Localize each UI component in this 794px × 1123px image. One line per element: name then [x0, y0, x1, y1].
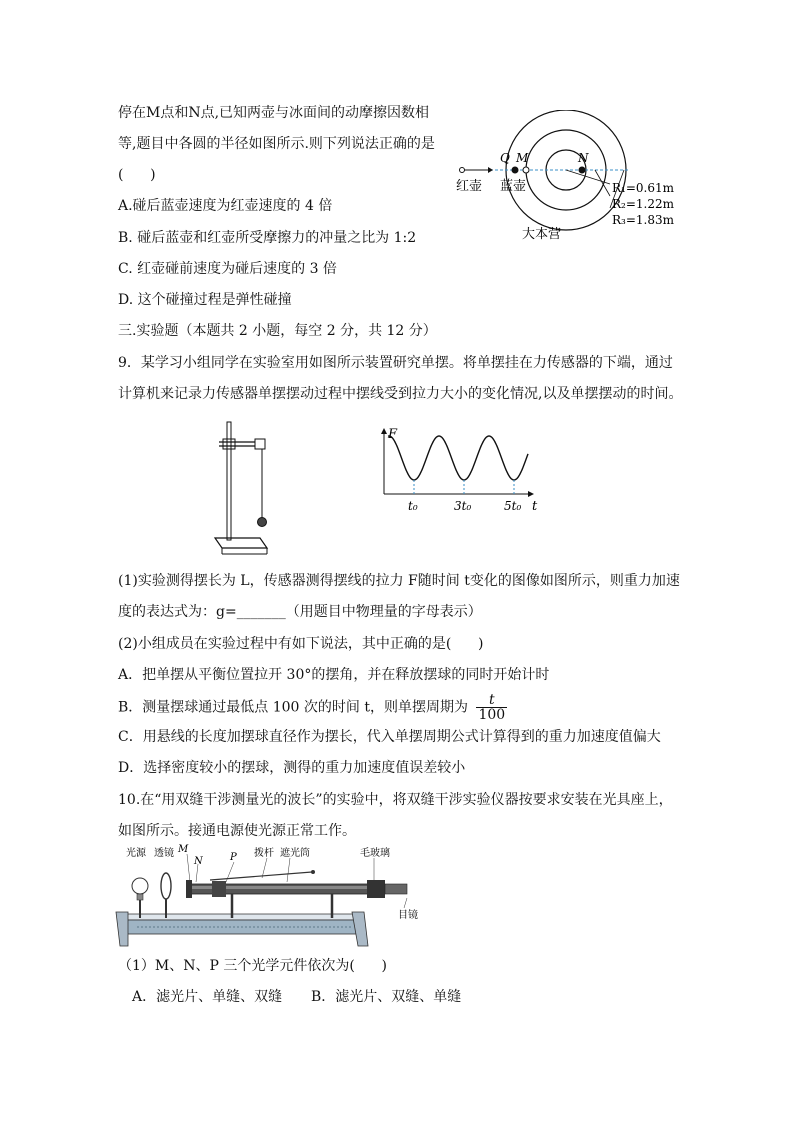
force-curve [388, 436, 528, 480]
q9-option-b-text: B．测量摆球通过最低点 100 次的时间 t，则单摆周期为 [118, 699, 468, 716]
q9-sub2: (2)小组成员在实验过程中有如下说法，其中正确的是( ) [118, 636, 484, 652]
label-m: M [516, 151, 529, 165]
label-light-tube: 遮光筒 [280, 848, 310, 859]
fraction-numerator: t [476, 693, 507, 708]
label-q: Q [500, 151, 510, 165]
q10-line-1: 10.在“用双缝干涉测量光的波长”的实验中，将双缝干涉实验仪器按要求安装在光具座上， [118, 792, 673, 808]
q9-option-a: A．把单摆从平衡位置拉开 30°的摆角，并在释放摆球的同时开始计时 [118, 667, 550, 683]
period-fraction [476, 693, 507, 722]
curling-house-figure [450, 110, 680, 245]
label-m-element: M [178, 844, 189, 855]
q8-option-c: C. 红壶碰前速度为碰后速度的 3 倍 [118, 261, 337, 277]
q10-sub1: （1）M、N、P 三个光学元件依次为( ) [118, 958, 387, 974]
axis-t-label: t [532, 499, 538, 514]
fraction-denominator: 100 [478, 707, 506, 723]
q9-option-b [118, 693, 507, 722]
label-lens: 透镜 [154, 848, 174, 859]
label-light-source: 光源 [126, 848, 146, 859]
q8-answer-paren: ( ) [118, 167, 156, 183]
label-blue-stone: 蓝壶 [500, 179, 527, 194]
q8-option-d: D. 这个碰撞过程是弹性碰撞 [118, 292, 292, 308]
q8-option-a: A.碰后蓝壶速度为红壶速度的 4 倍 [118, 198, 333, 214]
force-time-graph [372, 422, 542, 517]
tick-3t0: 3t₀ [454, 499, 472, 513]
label-red-stone: 红壶 [456, 179, 483, 194]
label-n-element: N [194, 856, 203, 867]
q9-line-1: 9．某学习小组同学在实验室用如图所示装置研究单摆。将单摆挂在力传感器的下端，通过 [118, 355, 673, 371]
q8-line-1: 停在M点和N点,已知两壶与冰面间的动摩擦因数相 [118, 105, 430, 121]
label-lever: 拨杆 [254, 848, 274, 859]
axis-f-label: F [388, 427, 398, 442]
q9-line-2: 计算机来记录力传感器单摆摆动过程中摆线受到拉力大小的变化情况,以及单摆摆动的时间。 [118, 386, 683, 402]
label-eyepiece: 目镜 [398, 910, 418, 921]
pendulum-apparatus [205, 420, 280, 560]
q8-option-b: B. 碰后蓝壶和红壶所受摩擦力的冲量之比为 1:2 [118, 230, 417, 246]
label-p-element: P [230, 852, 237, 863]
tick-5t0: 5t₀ [504, 499, 522, 513]
label-r3: R₃=1.83m [612, 213, 674, 227]
q9-option-d: D．选择密度较小的摆球，测得的重力加速度值误差较小 [118, 760, 466, 776]
label-r1: R₁=0.61m [612, 181, 674, 195]
q9-option-c: C．用悬线的长度加摆球直径作为摆长，代入单摆周期公式计算得到的重力加速度值偏大 [118, 729, 661, 745]
q10-option-a: A．滤光片、单缝、双缝 [132, 989, 283, 1005]
label-n: N [578, 151, 589, 165]
label-r2: R₂=1.22m [612, 197, 674, 211]
label-ground-glass: 毛玻璃 [360, 848, 390, 859]
q9-sub1-line-2: 度的表达式为：g=_______（用题目中物理量的字母表示） [118, 604, 482, 620]
label-house: 大本营 [522, 227, 562, 242]
q10-option-b: B．滤光片、双缝、单缝 [311, 989, 462, 1005]
q9-sub1-line-1: (1)实验测得摆长为 L，传感器测得摆线的拉力 F随时间 t变化的图像如图所示，则重力加速 [118, 573, 680, 589]
double-slit-apparatus [112, 842, 442, 952]
q10-line-2: 如图所示。接通电源使光源正常工作。 [118, 823, 356, 839]
q8-line-2: 等,题目中各圆的半径如图所示.则下列说法正确的是 [118, 136, 435, 152]
section-3-heading: 三.实验题（本题共 2 小题，每空 2 分，共 12 分） [118, 323, 437, 339]
tick-t0: t₀ [408, 499, 418, 513]
